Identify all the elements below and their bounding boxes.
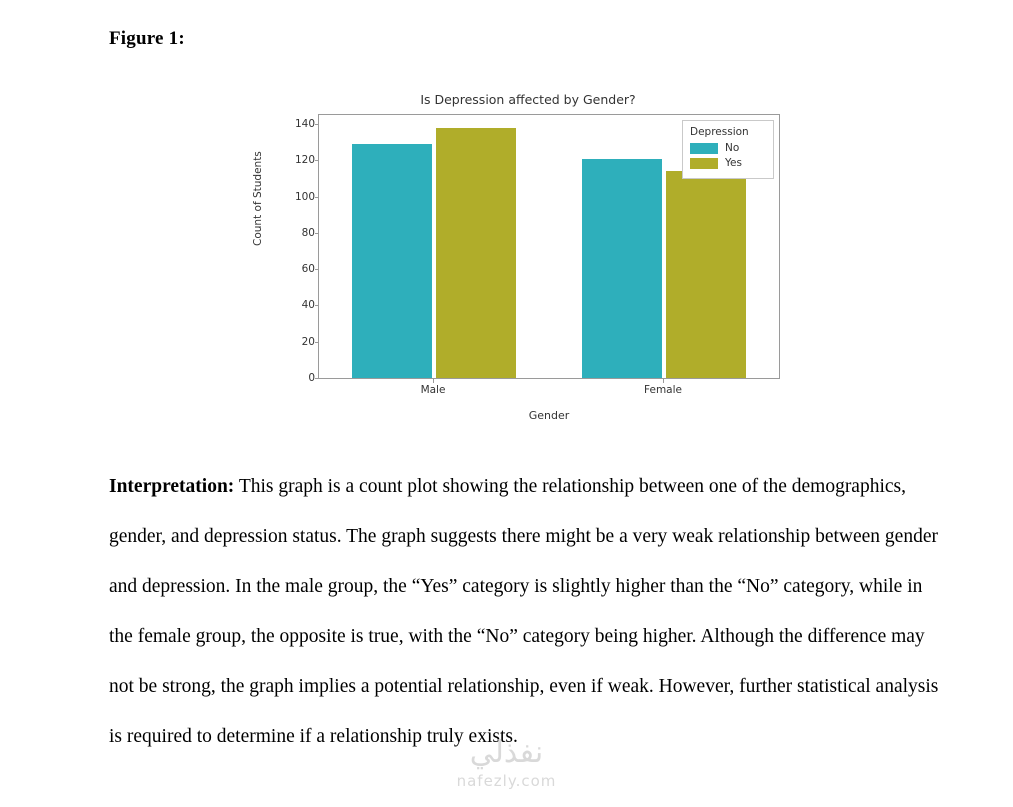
- figure-label: Figure 1:: [109, 28, 185, 49]
- chart-legend: [682, 120, 774, 179]
- interpretation-paragraph: [109, 462, 944, 762]
- legend-swatch-yes: [690, 158, 718, 169]
- y-tick-label: 20: [301, 335, 315, 348]
- interpretation-body: This graph is a count plot showing the relationship between one of the demographics, gender, and depression status. The graph suggests there might be a very weak relationship between gender and depression. In the male group, the “Yes” category is slightly higher than the “No” category, while in the female group, the opposite is true, with the “No” category being higher. Although the difference may not be strong, the graph implies a potential relationship, even if weak. However, further statistical analysis is required to determine if a relationship truly exists.: [109, 476, 939, 747]
- legend-label-yes: Yes: [725, 157, 742, 169]
- bar-female-yes: [666, 171, 746, 378]
- watermark-arabic: نفذلي: [469, 735, 544, 770]
- y-tick-label: 140: [294, 118, 315, 131]
- y-tick-label: 80: [301, 226, 315, 239]
- y-tick-label: 60: [301, 263, 315, 276]
- y-axis-ticks: [258, 114, 315, 384]
- chart-x-axis-label: Gender: [528, 409, 570, 422]
- x-tick-label: Male: [420, 384, 446, 396]
- y-tick-label: 40: [301, 299, 315, 312]
- chart-y-axis-label: Count of Students: [252, 151, 264, 246]
- y-tick-label: 100: [294, 190, 315, 203]
- legend-swatch-no: [690, 143, 718, 154]
- chart-title: Is Depression affected by Gender?: [420, 92, 636, 107]
- bar-male-yes: [436, 128, 516, 378]
- bar-male-no: [352, 144, 432, 378]
- legend-item: [690, 157, 766, 169]
- legend-item: [690, 142, 766, 154]
- legend-title: Depression: [690, 126, 749, 138]
- y-tick-label: 120: [294, 154, 315, 167]
- bar-female-no: [582, 159, 662, 378]
- interpretation-heading: Interpretation:: [109, 476, 235, 497]
- chart-figure: [252, 84, 798, 429]
- y-tick-label: 0: [308, 372, 315, 384]
- x-tick-label: Female: [644, 384, 682, 396]
- x-tick-mark: [433, 379, 434, 383]
- watermark-latin: nafezly.com: [456, 772, 557, 790]
- x-tick-mark: [663, 379, 664, 383]
- legend-label-no: No: [725, 142, 740, 154]
